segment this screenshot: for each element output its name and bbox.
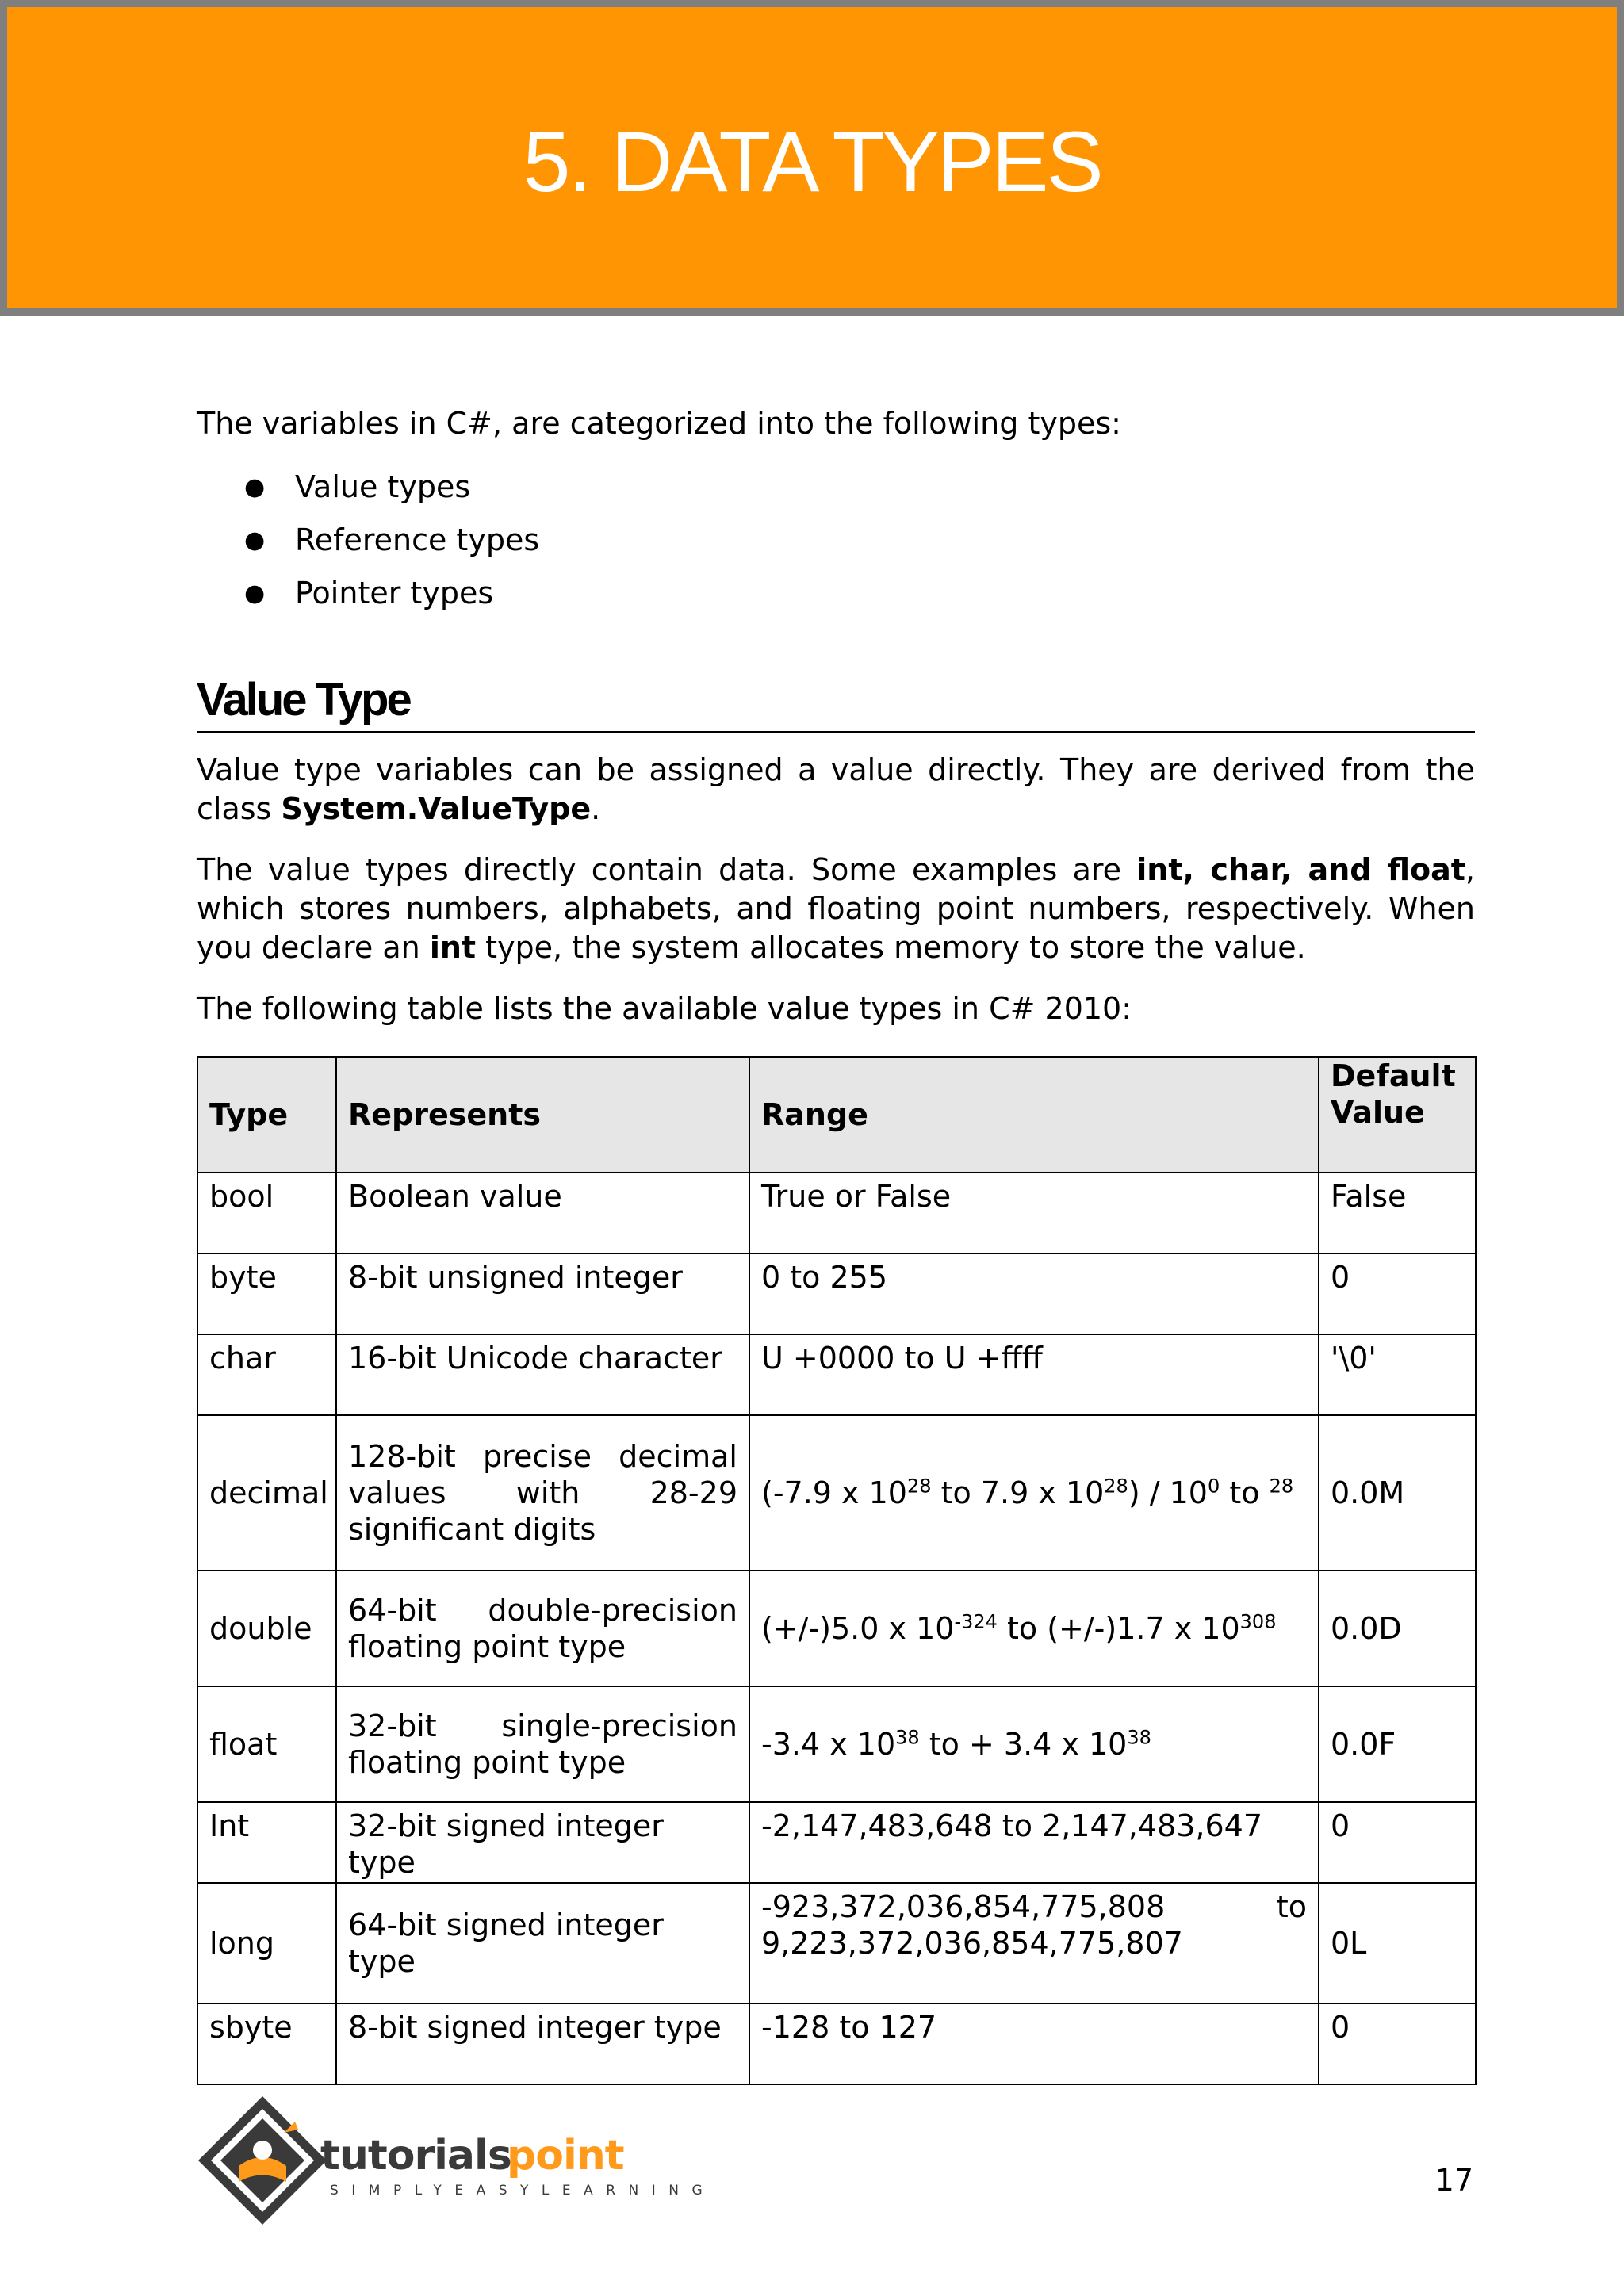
table-row (197, 1883, 1476, 2003)
section-heading: Value Type (197, 672, 1475, 733)
cell-type: sbyte (197, 2003, 336, 2084)
page-number: 17 (1434, 2163, 1473, 2198)
cell-type: bool (197, 1173, 336, 1253)
cell-type: double (197, 1571, 336, 1686)
cell-type: char (197, 1334, 336, 1415)
cell-represents: 32-bit single-precision floating point type (336, 1686, 749, 1802)
list-item (197, 514, 1475, 567)
value-types-table (197, 1056, 1477, 2085)
cell-range: U +0000 to U +ffff (749, 1334, 1319, 1415)
cell-range: True or False (749, 1173, 1319, 1253)
cell-represents: 8-bit unsigned integer (336, 1253, 749, 1334)
svg-text:point: point (507, 2132, 624, 2179)
table-row (197, 1415, 1476, 1571)
tutorialspoint-logo (195, 2093, 716, 2228)
cell-range: 0 to 255 (749, 1253, 1319, 1334)
header-type: Type (197, 1057, 336, 1173)
svg-text:SIMPLYEASYLEARNING: SIMPLYEASYLEARNING (330, 2183, 716, 2198)
chapter-banner (0, 0, 1624, 316)
cell-type: float (197, 1686, 336, 1802)
types-list (197, 461, 1475, 620)
cell-default: 0.0F (1319, 1686, 1476, 1802)
cell-default: 0 (1319, 1802, 1476, 1883)
table-row (197, 2003, 1476, 2084)
cell-represents: 16-bit Unicode character (336, 1334, 749, 1415)
list-item-label: Reference types (295, 522, 540, 557)
cell-type: byte (197, 1253, 336, 1334)
cell-represents: 64-bit double-precision floating point type (336, 1571, 749, 1686)
cell-range: (-7.9 x $10^{28}$ to 7.9 x $10^{28}) / 10^0$ to $^{28}$ (749, 1415, 1319, 1571)
cell-range: -923,372,036,854,775,808 to 9,223,372,036,854,775,807 (749, 1883, 1319, 2003)
table-row (197, 1253, 1476, 1334)
cell-represents: Boolean value (336, 1173, 749, 1253)
bullet-icon: ● (244, 580, 266, 607)
cell-default: 0 (1319, 2003, 1476, 2084)
cell-type: long (197, 1883, 336, 2003)
value-examples-paragraph: The value types directly contain data. Some examples are int, char, and float, which stores numbers, alphabets, and floating point numbers, respectively. When you declare an int type, the system allocates memory to store the value. (197, 852, 1476, 965)
cell-range: -128 to 127 (749, 2003, 1319, 2084)
cell-default: 0.0M (1319, 1415, 1476, 1571)
table-row (197, 1802, 1476, 1883)
header-represents: Represents (336, 1057, 749, 1173)
cell-type: Int (197, 1802, 336, 1883)
cell-represents: 64-bit signed integer type (336, 1883, 749, 2003)
bullet-icon: ● (244, 526, 266, 554)
cell-type: decimal (197, 1415, 336, 1571)
list-item (197, 567, 1475, 620)
value-type-paragraph: Value type variables can be assigned a value directly. They are derived from the class System.ValueType. (197, 752, 1475, 826)
cell-default: 0L (1319, 1883, 1476, 2003)
cell-default: '\0' (1319, 1334, 1476, 1415)
cell-represents: 8-bit signed integer type (336, 2003, 749, 2084)
table-intro-paragraph: The following table lists the available value types in C# 2010: (197, 991, 1132, 1026)
logo-icon (195, 2093, 716, 2228)
intro-paragraph: The variables in C#, are categorized into the following types: (197, 406, 1121, 441)
list-item-label: Value types (295, 469, 471, 504)
svg-text:tutorials: tutorials (320, 2132, 511, 2179)
bullet-icon: ● (244, 473, 266, 501)
chapter-title: 5. DATA TYPES (523, 113, 1101, 209)
table-row (197, 1686, 1476, 1802)
cell-default: False (1319, 1173, 1476, 1253)
list-item-label: Pointer types (295, 576, 494, 610)
cell-range: -2,147,483,648 to 2,147,483,647 (749, 1802, 1319, 1883)
cell-default: 0.0D (1319, 1571, 1476, 1686)
table-header-row (197, 1057, 1476, 1173)
header-range: Range (749, 1057, 1319, 1173)
cell-default: 0 (1319, 1253, 1476, 1334)
list-item (197, 461, 1475, 514)
header-default-value: Default Value (1319, 1057, 1476, 1173)
table-row (197, 1571, 1476, 1686)
page-content (197, 404, 1475, 2085)
table-row (197, 1334, 1476, 1415)
cell-represents: 32-bit signed integer type (336, 1802, 749, 1883)
cell-range: -3.4 x $10^{38}$ to + 3.4 x $10^{38}$ (749, 1686, 1319, 1802)
cell-represents: 128-bit precise decimal values with 28-29 significant digits (336, 1415, 749, 1571)
cell-range: (+/-)5.0 x $10^{-324}$ to (+/-)1.7 x $10^{308}$ (749, 1571, 1319, 1686)
table-row (197, 1173, 1476, 1253)
